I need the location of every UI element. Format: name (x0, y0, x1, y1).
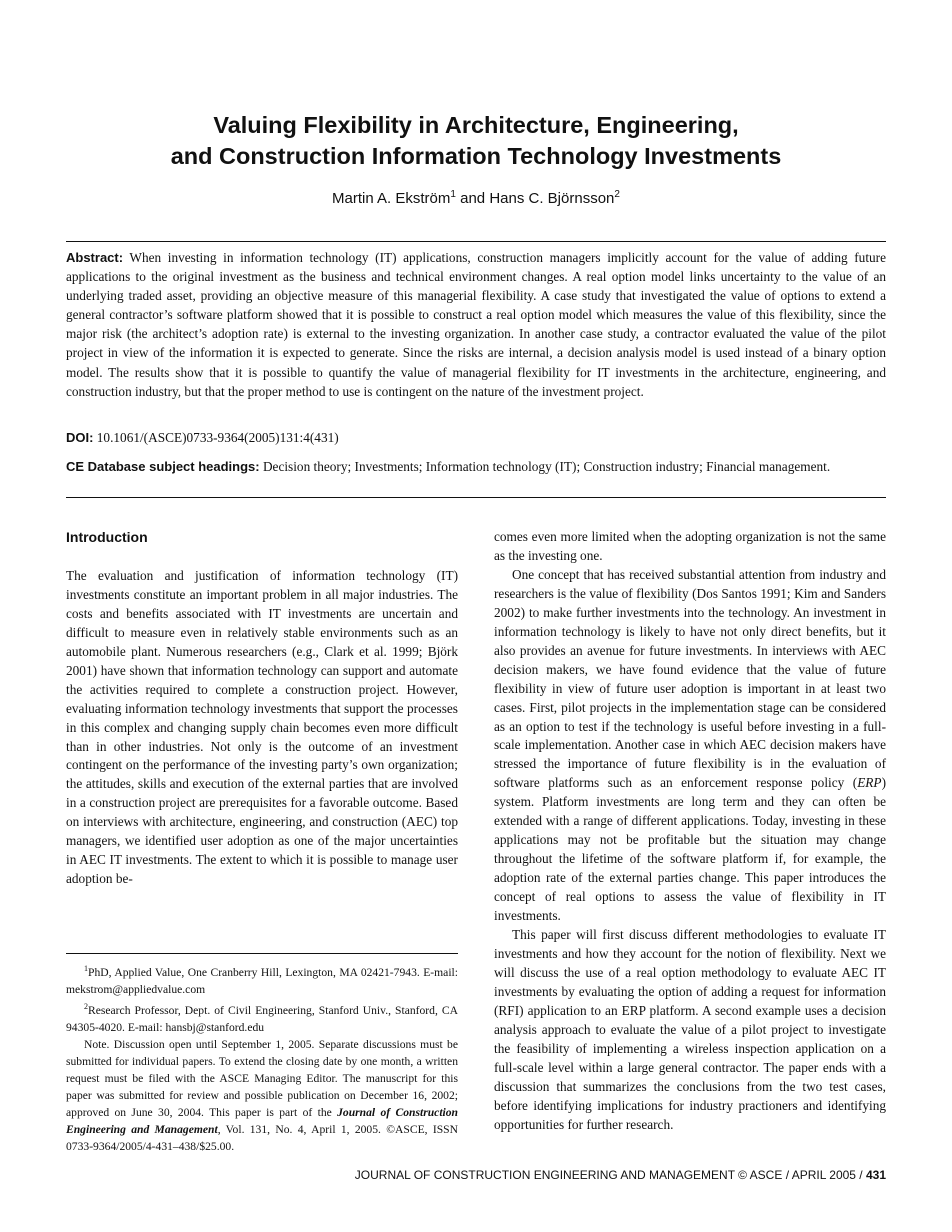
top-rule (66, 241, 886, 242)
footnote-rule (66, 953, 458, 954)
footnote-note (66, 1036, 458, 1155)
intro-paragraph-1-continued: comes even more limited when the adopting organization is not the same as the investing one. (494, 529, 886, 563)
p2-text: One concept that has received substantial attention from industry and researchers is the value of flexibility (Dos Santos 1991; Kim and Sanders 2002) to make further investments into the technology. An investment in information technology is likely to have not only direct benefits, but it also provides an avenue for future investments. In interviews with AEC decision makers, we have found evidence that the value of future flexibility in view of future user adoption is important in at least two cases. First, pilot projects in the implementation stage can be considered as an option to test if the technology is useful before investing in a full-scale implementation. Another case in which AEC decision makers have stressed the importance of future flexibility is in the evaluation of software platforms such as an enforcement response policy ( (494, 566, 886, 791)
doi-value[interactable]: 10.1061/(ASCE)0733-9364(2005)131:4(431) (93, 430, 339, 445)
footnote-1-text: PhD, Applied Value, One Cranberry Hill, Lexington, MA 02421-7943. E-mail: mekstrom@appliedvalue.com (66, 965, 458, 996)
abstract-bottom-rule (66, 497, 886, 498)
authors (0, 189, 952, 207)
doi-label: DOI: (66, 430, 94, 445)
authors-and: and (455, 190, 490, 207)
title-line-2: and Construction Information Technology Investments (170, 143, 782, 169)
footnotes (66, 960, 458, 1155)
footnote-2-mark: 2 (84, 1001, 88, 1011)
note-text: Note. Discussion open until September 1, 2005. Separate discussions must be submitted for individual papers. To extend the closing date by one month, a written request must be filed with the ASCE Managing Editor. The manuscript for this paper was submitted for review and possible publication on December 16, 2002; approved on June 30, 2004. This paper is part of the (66, 1037, 458, 1119)
footnote-1-mark: 1 (84, 964, 88, 973)
footer-journal: JOURNAL OF CONSTRUCTION ENGINEERING AND MANAGEMENT © ASCE / APRIL 2005 / (354, 1168, 866, 1182)
subject-headings (66, 457, 886, 476)
page-footer (355, 1168, 886, 1182)
abstract-label: Abstract: (66, 250, 124, 265)
footnote-1 (66, 960, 458, 998)
p2-italic: ERP (857, 775, 882, 791)
doi (66, 428, 886, 447)
journal-name: Journal of Construction Engineering and Management (66, 1105, 459, 1136)
author-1: Martin A. Ekström (332, 190, 451, 207)
footnote-2 (66, 998, 458, 1036)
footnote-2-text: Research Professor, Dept. of Civil Engineering, Stanford Univ., Stanford, CA 94305-4020. E-mail: hansbj@stanford.edu (66, 1003, 458, 1034)
p2-text-end: ) system. Platform investments are long term and they can often be extended with a range of different applications. Today, investing in these applications may not be profitable but the situation may change throughout the lifetime of the software platform if, for example, the adoption rate of the external parties change. This paper introduces the concept of real options to assess the value of flexibility in IT investments. (494, 775, 886, 924)
page-number: 431 (865, 1168, 886, 1182)
title-line-1: Valuing Flexibility in Architecture, Engineering, (213, 112, 739, 138)
author-1-sup: 1 (450, 189, 456, 200)
paper-title (0, 110, 952, 172)
subject-value: Decision theory; Investments; Information technology (IT); Construction industry; Financial management. (259, 459, 831, 474)
intro-paragraph-1: The evaluation and justification of information technology (IT) investments constitute an important problem in all major industries. The costs and benefits associated with IT investments are uncertain and difficult to measure even in relatively stable environments such as an automobile plant. Numerous researchers (e.g., Clark et al. 1999; Björk 2001) have shown that information technology can support and automate the activities required to complete a construction project. However, evaluating information technology investments that support the processes in this complex and changing supply chain becomes even more difficult than in other industries. Not only is the outcome of an investment contingent on the performance of the investing party’s own organization; the attitudes, skills and execution of the external parties that are involved in a construction project are prerequisites for a favorable outcome. Based on interviews with architecture, engineering, and construction (AEC) top managers, we identified user adoption as one of the major uncertainties in AEC IT investments. The extent to which it is possible to manage user adoption be- (66, 567, 458, 887)
intro-paragraph-3: This paper will first discuss different methodologies to evaluate IT investments and how they account for the notion of flexibility. Next we will discuss the use of a real option methodology to evaluate AEC IT investments by evaluating the option of adding a request for information (RFI) application to an ERP platform. A second example uses a decision analysis approach to evaluate the value of a pilot project to investigate the feasibility of implementing a wireless inspection application on a full-scale level within a large general contractor. The paper ends with a discussion that summarizes the conclusions from the two test cases, before identifying implications for industry practioners and identifying opportunities for further research. (494, 927, 886, 1132)
abstract (66, 248, 886, 401)
right-column (494, 528, 886, 1135)
note-text-end: , Vol. 131, No. 4, April 1, 2005. ©ASCE, ISSN 0733-9364/2005/4-431–438/$25.00. (66, 1122, 458, 1153)
abstract-text: When investing in information technology (IT) applications, construction managers implicitly account for the value of adding future applications to the original investment as the business and technical environment changes. A real option model links uncertainty to the value of an underlying traded asset, providing an objective measure of this managerial flexibility. A case study that investigated the value of options to extend a general contractor’s software platform showed that it is possible to construct a real option model which measures the value of this flexibility, since the major risk (the architect’s adoption rate) is external to the investing organization. In another case study, a contractor evaluated the value of the pilot project in view of the information it is expected to generate. Since the risks are internal, a decision analysis model is used instead of a binary option model. The results show that it is possible to quantify the value of managerial flexibility for IT investments in the architecture, engineering, and construction industry, but that the proper method to use is contingent on the nature of the investment project. (66, 250, 886, 399)
section-heading-introduction: Introduction (66, 529, 148, 545)
author-2: Hans C. Björnsson (489, 190, 615, 207)
author-2-sup: 2 (614, 189, 620, 200)
left-column (66, 528, 458, 889)
subject-label: CE Database subject headings: (66, 459, 260, 474)
intro-paragraph-2 (494, 566, 886, 926)
